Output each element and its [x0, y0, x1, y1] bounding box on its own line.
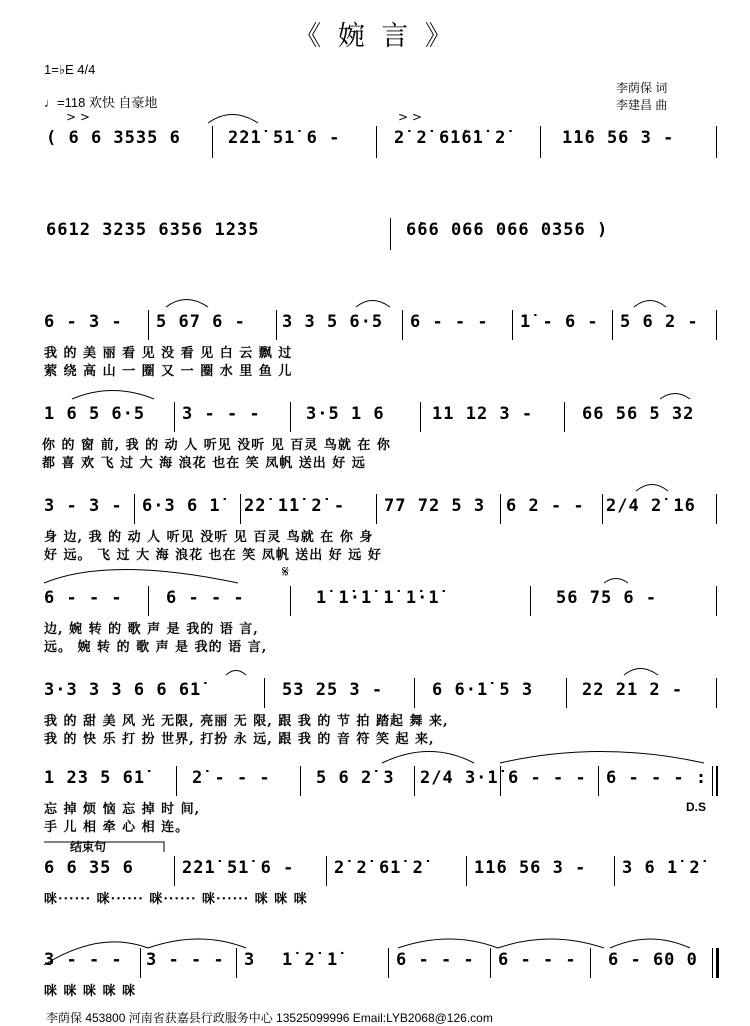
measure: 3 - - - — [146, 950, 225, 970]
lyrics-verse-2: 萦 绕 高 山 一 圈 又 一 圈 水 里 鱼 儿 — [44, 364, 293, 379]
measure: 3 - - - — [44, 950, 123, 970]
measure: 3 - 3 - — [44, 496, 123, 516]
slur — [660, 394, 690, 400]
measure: 3·5 1 6 — [306, 404, 385, 424]
measure: 6 - 3 - — [44, 312, 123, 332]
score-title: 《 婉 言 》 — [294, 21, 456, 52]
measure: 6 - - - — [166, 588, 245, 608]
composer-credit: 李建昌 曲 — [616, 98, 668, 112]
lyrics-verse-2: 好 远。 飞 过 大 海 浪花 也在 笑 凤帆 送出 好 远 好 — [44, 548, 382, 563]
measure: 1 23 5 61̇ — [44, 768, 146, 788]
ending-bracket — [44, 842, 164, 852]
lyrics-verse-1: 身 边, 我 的 动 人 听见 没听 见 百灵 鸟就 在 你 身 — [44, 530, 374, 545]
measure: 3 - - - — [182, 404, 261, 424]
key-signature: 1=♭E 4/4 — [44, 62, 96, 77]
lyrics-verse-2: 远。 婉 转 的 歌 声 是 我的 语 言, — [44, 640, 268, 655]
lyrics-verse-1: 边, 婉 转 的 歌 声 是 我的 语 言, — [44, 622, 259, 637]
slur — [498, 939, 604, 948]
measure: 6 - - - — [508, 768, 587, 788]
slur — [166, 300, 208, 308]
lyrics-verse-1: 忘 掉 烦 恼 忘 掉 时 间, — [44, 802, 201, 817]
measure: 6̇66 066 066 0356 ) — [406, 220, 609, 240]
slur — [604, 579, 628, 584]
slur — [208, 115, 258, 124]
measure: 11 12 3 - — [432, 404, 534, 424]
measure: 1̇1̇6 56 3 - — [474, 858, 587, 878]
measure: 5 6 2 - — [620, 312, 699, 332]
measure: 2̇ - - - — [192, 768, 271, 788]
measure: 2/4 2̇ 1̇6 — [606, 496, 696, 516]
measure: 53 25 3 - — [282, 680, 384, 700]
lyrics-verse-1: 咪 咪 咪 咪 咪 — [44, 984, 137, 999]
measure: 3 — [244, 950, 256, 970]
measure: 6 - - - — [396, 950, 475, 970]
slur — [356, 301, 390, 308]
measure: 6 - - - — [44, 588, 123, 608]
measure: 2̇2̇ 1̇1̇ 2̇ - — [244, 496, 346, 516]
ending-label: 结束句 — [70, 840, 107, 854]
slur — [610, 939, 690, 948]
lyrics-verse-2: 我 的 快 乐 打 扮 世界, 打扮 永 远, 跟 我 的 音 符 笑 起 来, — [44, 732, 435, 747]
lyrics-verse-1: 我 的 美 丽 看 见 没 看 见 白 云 飘 过 — [44, 346, 293, 361]
slur — [148, 939, 246, 948]
slur — [398, 939, 498, 948]
measure: 66 56 5 32 — [582, 404, 695, 424]
measure: 6 - - - : — [606, 768, 708, 788]
measure: 2̇2̇1̇ 51̇ 6 - — [228, 128, 341, 148]
measure: 6 2 - - — [506, 496, 585, 516]
lyrics-verse-1: 咪······ 咪······ 咪······ 咪······ 咪 咪 咪 — [44, 892, 308, 907]
measure: 6 - - - — [498, 950, 577, 970]
slur — [44, 570, 238, 584]
measure: 3·3 3 3 6 6 61̇ — [44, 680, 202, 700]
lyricist-credit: 李荫保 词 — [616, 81, 668, 95]
footer-contact: 李荫保 453800 河南省获嘉县行政服务中心 13525099996 Email:LYB2068@126.com — [46, 1011, 493, 1025]
measure: 22 21 2 - — [582, 680, 684, 700]
measure: 6 - 60 0 — [608, 950, 698, 970]
segno-sign: 𝄋 — [282, 562, 289, 581]
measure: 6 6·1̇ 5 3 — [432, 680, 534, 700]
accent-marks: > > — [66, 110, 90, 124]
measure: 1 6 5 6·5 — [44, 404, 146, 424]
dal-segno-mark: D.S — [686, 800, 707, 814]
lyrics-verse-2: 手 儿 相 牵 心 相 连。 — [44, 820, 190, 835]
measure: 3 3 5 6·5 — [282, 312, 384, 332]
measure: 1̇ 1̇·1̇ 1̇ 1̇·1̇ — [316, 588, 440, 608]
slur — [500, 752, 704, 764]
measure: 6·3 6 1̇ — [142, 496, 221, 516]
measure: ( 6 6 3535 6 — [46, 128, 181, 148]
slur — [226, 671, 246, 676]
measure: 77 72 5 3 — [384, 496, 486, 516]
slur — [72, 391, 154, 400]
measure: 6 6 35 6 — [44, 858, 134, 878]
measure: 2̇ 2̇ 6̇1̇6̇1̇ 2̇ — [394, 128, 507, 148]
lyrics-verse-1: 你 的 窗 前, 我 的 动 人 听见 没听 见 百灵 鸟就 在 你 — [42, 438, 391, 453]
measure: 56 75 6 - — [556, 588, 658, 608]
measure: 1̇1̇6 56 3 - — [562, 128, 675, 148]
measure: 1̇ 2̇ 1̇ — [282, 950, 339, 970]
slur — [624, 669, 658, 676]
measure: 5 67 6 - — [156, 312, 246, 332]
measure: 2/4 3·1̇ — [420, 768, 499, 788]
slur — [44, 942, 148, 965]
lyrics-verse-1: 我 的 甜 美 风 光 无限, 亮丽 无 限, 跟 我 的 节 拍 踏起 舞 来, — [44, 714, 449, 729]
accent-marks: > > — [398, 110, 422, 124]
tempo-marking: ♩=118 欢快 自豪地 — [44, 95, 158, 110]
measure: 2̇ 2̇ 61̇ 2̇ — [334, 858, 424, 878]
measure: 3 6 1̇ 2̇ — [622, 858, 701, 878]
slur — [634, 301, 666, 308]
measure: 2̇2̇1̇ 51̇ 6 - — [182, 858, 295, 878]
lyrics-verse-2: 都 喜 欢 飞 过 大 海 浪花 也在 笑 凤帆 送出 好 远 — [42, 456, 366, 471]
measure: 6612 3235 6356 1̇2̇3̇5 — [46, 220, 260, 240]
measure: 5 6 2̇ 3 — [316, 768, 395, 788]
measure: 1̇ - 6 - — [520, 312, 599, 332]
slur — [636, 485, 668, 492]
measure: 6 - - - — [410, 312, 489, 332]
slur — [382, 752, 474, 764]
